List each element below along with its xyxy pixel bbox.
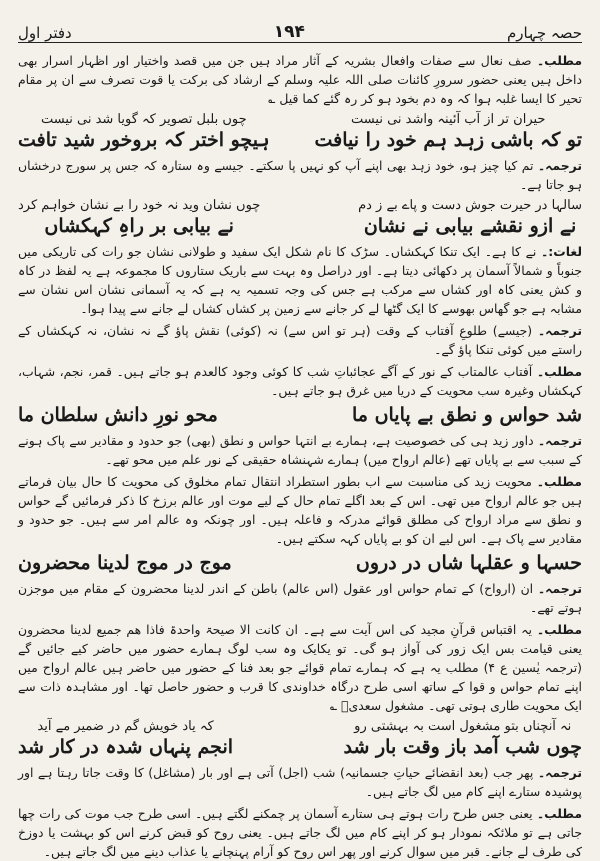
page-number: ۱۹۴ — [273, 22, 305, 42]
paragraph-10 — [18, 763, 582, 801]
label: ترجمہ۔ — [537, 323, 582, 338]
volume-label: دفتر اول — [18, 24, 72, 42]
verse-line: ہیچو اختر کہ بروخور شید تافت — [18, 129, 270, 151]
label: مطلب۔ — [536, 364, 582, 379]
label: ترجمہ۔ — [537, 581, 583, 596]
verse-half — [343, 718, 582, 759]
label: مطلب۔ — [536, 806, 582, 821]
verse-couplet-2 — [18, 197, 582, 238]
paragraph-text: آفتاب عالمتاب کے نور کے آگے عجائباتِ شب کا کوئی وجود کالعدم ہو جاتے ہیں۔ قمر، نجم، شہاب، کہکشاں وغیرہ سب محویت کے دریا میں غرق ہو جاتے ہیں۔ — [18, 364, 582, 398]
verse-half — [18, 111, 270, 152]
paragraph-text: مشغول سعدیؒ ؎ — [329, 698, 425, 713]
verse-line: کہ یاد خویش گم در ضمیر مے آید — [37, 719, 214, 734]
verse-line: شد حواس و نطق بے پایاں ما — [351, 404, 582, 426]
verse-half — [18, 718, 233, 759]
paragraph-text: یعنی جس طرح رات ہوتے ہی ستارے آسمان پر چمکنے لگتے ہیں۔ اسی طرح جب موت کی رات چھا جاتی ہے تو ملائکہ نمودار ہو کر اپنے کام میں لگ جاتے ہیں۔ یعنی روح کو قبض کرنے اس کو بہشت یا دوزخ کی طرف لے جانے۔ قبر میں سوال کرنے اور پھر اس روح کو آرام پہنچانے یا عذاب دینے میں لگ جاتے ہیں۔ — [18, 806, 582, 859]
verse-line: نے بیابی بر راہِ کہکشاں — [44, 215, 234, 237]
paragraph-text: تم کیا چیز ہو، خود زہد بھی اپنے آپ کو نہیں پا سکتے۔ جیسے وہ ستارہ کہ جس پر سورج درخشاں ہو جاتا ہے۔ — [18, 158, 582, 192]
verse-line: چوں نشان وید نہ خود را بے نشان خواہم کرد — [18, 198, 261, 213]
label: ترجمہ۔ — [537, 433, 582, 448]
paragraph-11 — [18, 804, 582, 861]
verse-couplet-5 — [18, 718, 582, 759]
verse-couplet-1 — [18, 111, 582, 152]
verse-half — [358, 197, 582, 238]
paragraph-text: محویت زید کی مناسبت سے اب بطور استطراد انتقال تمام مخلوق کی محویت کا حال بیان فرماتے ہیں جو عالم ارواح میں تھی۔ اس کے بعد اگلے تمام حال کے لیے موت اور عالم برزخ کا ذکر فرمائیں گے حواس و نطق سے مراد ارواح کی مطلق قوائے مدرکہ و فاعلہ ہیں۔ اور چونکہ وہ عالم امر سے ہیں۔ جو حدود و مقادیر سے پاک ہے۔ اس لیے ان کو بے پایاں کہہ سکتے ہیں۔ — [18, 474, 582, 546]
verse-line: حسہا و عقلہا شاں در دروں — [355, 552, 582, 574]
label: ترجمہ۔ — [537, 158, 582, 173]
verse-line: چوں بلبل تصویر کہ گویا شد نی نیست — [40, 112, 247, 127]
label: ترجمہ۔ — [537, 765, 582, 780]
paragraph-4 — [18, 321, 582, 359]
verse-line: حیران تر از آب آئینہ واشد نی نیست — [351, 112, 546, 127]
verse-line: انجم پنہاں شدہ در کار شد — [18, 736, 234, 758]
paragraph-text: ان (ارواح) کے تمام حواس اور عقول (اس عالم) باطن کے اندر لدینا محضرون کے مقام میں موجزن ہوتے تھے۔ — [18, 581, 582, 615]
paragraph-3 — [18, 242, 582, 318]
page-header — [18, 8, 582, 43]
section-label: حصہ چہارم — [507, 24, 582, 42]
verse-line: نہ آنچناں بتو مشغول است بہ بہشتی رو — [354, 719, 572, 734]
paragraph-5 — [18, 362, 582, 400]
verse-line: سالہا در حیرت جوش دست و پاے بے ز دم — [358, 198, 582, 213]
paragraph-text: پھر جب (بعد انقضائے حیاتِ جسمانیہ) شب (اجل) آتی ہے اور بار (مشاغل) کا وقت جاتا رہتا ہے اور پوشیدہ ستارے اپنے کام میں لگ جاتے ہیں۔ — [18, 765, 582, 799]
paragraph-text: داور زید ہی کی خصوصیت ہے، ہمارے بے انتہا حواس و نطق (بھی) جو حدود و مقادیر سے پاک ہونے کے سبب سے بے پایاں تھے (عالم ارواح میں) ہمارے شہنشاہ حقیقی کے نور علم میں محو تھے۔ — [18, 433, 582, 467]
label: مطلب۔ — [536, 474, 582, 489]
paragraph-6 — [18, 431, 582, 469]
verse-half — [314, 111, 582, 152]
paragraph-2 — [18, 156, 582, 194]
label: لغات:۔ — [541, 244, 582, 259]
verse-line: چوں شب آمد باز وقت بار شد — [343, 736, 582, 758]
verse-line: نے ازو نقشے بیابی نے نشان — [363, 215, 577, 237]
verse-half — [18, 197, 260, 238]
paragraph-text: (جیسے) طلوعِ آفتاب کے وقت (ہر تو اس سے) نہ (کوئی) نقش پاؤ گے نہ نشان، نہ کہکشاں کے راستے میں کوئی تنکا پاؤ گے۔ — [18, 323, 582, 357]
paragraph-1 — [18, 51, 582, 108]
paragraph-8 — [18, 579, 582, 617]
verse-line: محو نورِ دانش سلطان ما — [18, 404, 218, 426]
verse-couplet-3 — [18, 403, 582, 427]
label: مطلب۔ — [536, 622, 582, 637]
paragraph-text: نے کا ہے۔ ایک تنکا کہکشاں۔ سڑک کا نام شکل ایک سفید و طولانی نشان جو رات کی تاریکی میں جنوباً و شمالاً آسمان پر دکھائی دیتا ہے۔ اور دراصل وہ بہت سے باریک ستاروں کا مجموعہ ہے یہ لفظ در کاہ و کش یعنی کاہ اور کشاں سے مرکب ہے جس کی وجہ تسمیہ یہ ہے کہ یہ آسمانی نشان اس نشان سے مشابہ ہے جو گھاس بھوسے کا ایک گٹھا لے کر جانے سے زمین پر کشاں کشاں لے جانے سے پیدا ہوا۔ — [18, 244, 582, 316]
paragraph-9 — [18, 620, 582, 715]
paragraph-7 — [18, 472, 582, 548]
paragraph-text: یہ اقتباس قرآنِ مجید کی اس آیت سے ہے۔ ان کانت الا صیحۃ واحدۃ فاذا ھم جمیع لدینا محضرون یعنی قیامت بس ایک زور کی آواز ہو گی۔ تو یکایک وہ سب لوگ ہمارے حضور میں حاضر کیے جائیں گے (ترجمہ یٰسین ع ۴) مطلب یہ ہے کہ ہمارے تمام قوائے جو بعد فنا کے حضور میں حاضر ہیں عالم ارواح میں اپنے تمام حواس و قوا کے ساتھ اسی طرح درگاہ خداوندی کا قرب و حضور حاصل تھا۔ اور مشاہدہ ذات سے ایک محویت طاری ہوتی تھی۔ — [18, 622, 582, 713]
verse-line: موج در موج لدینا محضرون — [18, 552, 232, 574]
label: مطلب۔ — [536, 53, 582, 68]
paragraph-text: صف نعال سے صفات وافعال بشریہ کے آثار مراد ہیں جن میں قصد واختیار اور اظہار اسرار بھی داخل ہیں یعنی حضور سرورِ کائنات صلی اللہ علیہ وسلم کے ارشاد کی برکت یا قوت تصرف سے ان پر مقام تحیر کا ایسا غلبہ ہوا کہ وہ دم بخود ہو کر رہ گئے کما قیل ؎ — [18, 53, 582, 106]
verse-couplet-4 — [18, 551, 582, 575]
verse-line: تو کہ باشی زہد ہم خود را نیافت — [314, 129, 582, 151]
